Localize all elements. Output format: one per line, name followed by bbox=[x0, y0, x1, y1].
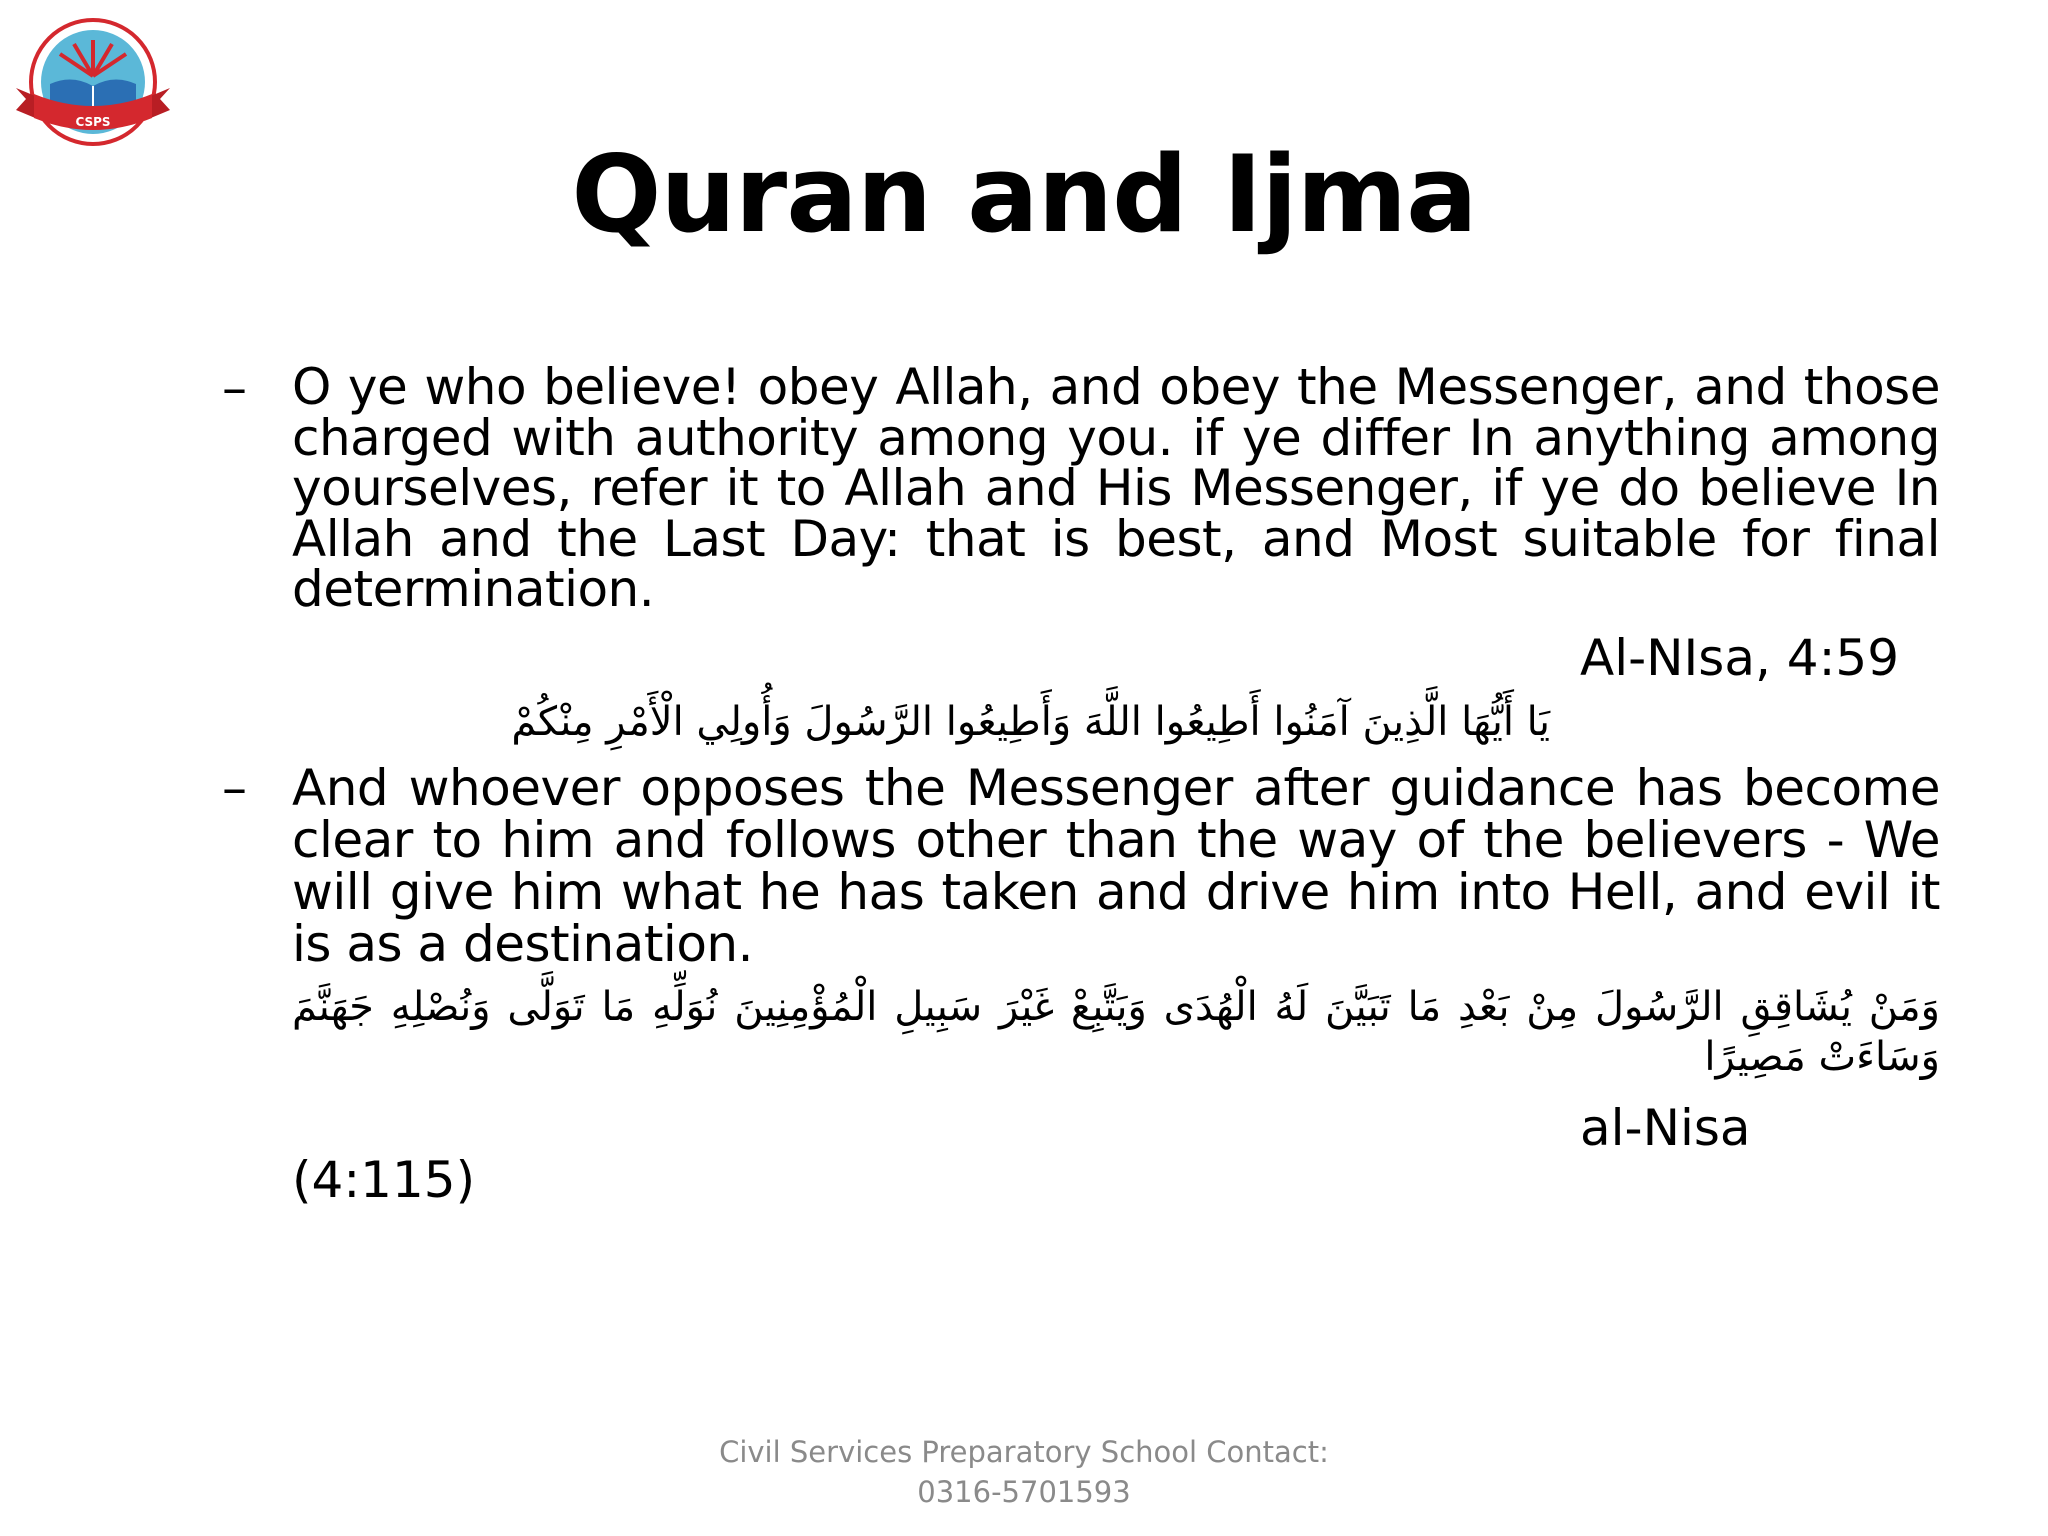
bullet-text: And whoever opposes the Messenger after guidance has become clear to him and follows other than the way of the believers - We will give him what he has taken and drive him into Hell, and evil it is as a destination. bbox=[292, 759, 1940, 973]
verse-reference: Al-NIsa, 4:59 bbox=[1580, 629, 1900, 687]
bullet-list bbox=[220, 358, 1940, 618]
arabic-verse: يَا أَيُّهَا الَّذِينَ آمَنُوا أَطِيعُوا اللَّهَ وَأَطِيعُوا الرَّسُولَ وَأُولِي الْأَمْرِ مِنْكُمْ bbox=[511, 699, 1550, 745]
bullet-item bbox=[220, 759, 1940, 973]
verse-reference: al-Nisa bbox=[1580, 1099, 1751, 1157]
footer-line: Civil Services Preparatory School Contact: bbox=[719, 1435, 1329, 1469]
verse-reference-number: (4:115) bbox=[292, 1151, 476, 1209]
svg-text:CSPS: CSPS bbox=[75, 115, 111, 129]
slide-footer bbox=[0, 1432, 2048, 1512]
bullet-item bbox=[220, 358, 1940, 618]
slide-title: Quran and Ijma bbox=[571, 133, 1477, 256]
bullet-text: O ye who believe! obey Allah, and obey the Messenger, and those charged with authority among you. if ye differ In anything among yourselves, refer it to Allah and His Messenger, if ye do believe In Allah and the Last Day: that is best, and Most suitable for final determination. bbox=[292, 358, 1940, 618]
bullet-dash: – bbox=[222, 359, 247, 417]
bullet-dash: – bbox=[222, 759, 247, 817]
footer-contact: 0316-5701593 bbox=[917, 1475, 1131, 1509]
arabic-verse: وَمَنْ يُشَاقِقِ الرَّسُولَ مِنْ بَعْدِ مَا تَبَيَّنَ لَهُ الْهُدَى وَيَتَّبِعْ غَيْرَ سَبِيلِ الْمُؤْمِنِينَ نُوَلِّهِ مَا تَوَلَّى وَنُصْلِهِ جَهَنَّمَ وَسَاءَتْ مَصِيرًا bbox=[292, 984, 1940, 1080]
bullet-list bbox=[220, 759, 1940, 973]
